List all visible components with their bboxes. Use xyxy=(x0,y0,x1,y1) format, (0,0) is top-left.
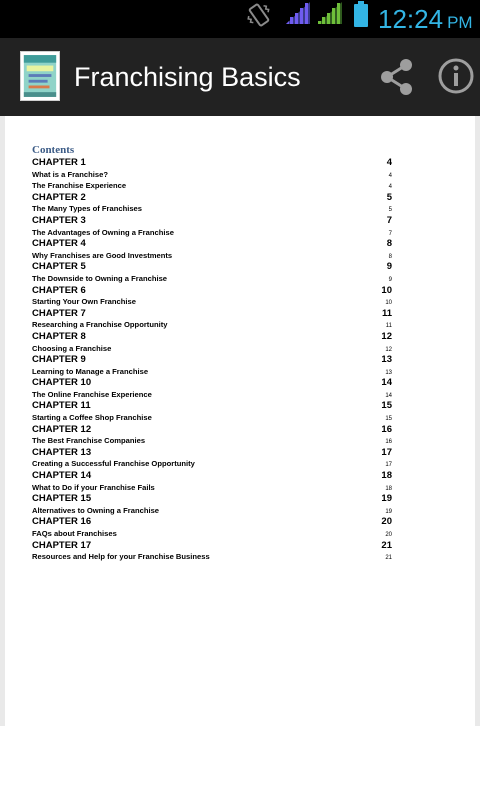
toc-entry-page-number: 14 xyxy=(385,392,392,399)
toc-section-entry[interactable] xyxy=(32,505,392,517)
toc-entry-page-number: 21 xyxy=(381,539,392,551)
toc-section-entry[interactable] xyxy=(32,203,392,215)
status-clock xyxy=(378,4,473,34)
toc-section-entry[interactable] xyxy=(32,482,392,494)
toc-chapter-entry[interactable] xyxy=(32,470,392,482)
toc-entry-label: CHAPTER 2 xyxy=(32,191,86,203)
toc-entry-label: CHAPTER 9 xyxy=(32,354,86,366)
toc-entry-label: Resources and Help for your Franchise Business xyxy=(32,552,210,562)
toc-entry-label: Creating a Successful Franchise Opportunity xyxy=(32,459,195,469)
toc-chapter-entry[interactable] xyxy=(32,516,392,528)
toc-entry-label: The Many Types of Franchises xyxy=(32,204,142,214)
toc-section-entry[interactable] xyxy=(32,412,392,424)
toc-entry-page-number: 19 xyxy=(385,508,392,515)
toc-entry-label: Researching a Franchise Opportunity xyxy=(32,320,168,330)
toc-chapter-entry[interactable] xyxy=(32,157,392,169)
toc-chapter-entry[interactable] xyxy=(32,540,392,552)
toc-entry-page-number: 16 xyxy=(385,439,392,446)
toc-entry-page-number: 18 xyxy=(381,470,392,482)
toc-chapter-entry[interactable] xyxy=(32,192,392,204)
toc-chapter-entry[interactable] xyxy=(32,400,392,412)
toc-entry-label: CHAPTER 13 xyxy=(32,446,92,458)
toc-entry-page-number: 7 xyxy=(386,214,392,226)
toc-chapter-entry[interactable] xyxy=(32,331,392,343)
toc-entry-page-number: 10 xyxy=(381,284,392,296)
toc-section-entry[interactable] xyxy=(32,551,392,563)
toc-entry-page-number: 4 xyxy=(388,184,392,191)
vibrate-icon xyxy=(244,0,274,30)
toc-entry-label: CHAPTER 1 xyxy=(32,157,86,168)
toc-chapter-entry[interactable] xyxy=(32,493,392,505)
toc-entry-label: CHAPTER 5 xyxy=(32,261,86,273)
table-of-contents xyxy=(32,157,392,563)
toc-entry-label: Why Franchises are Good Investments xyxy=(32,250,173,260)
toc-section-entry[interactable] xyxy=(32,366,392,378)
toc-entry-label: CHAPTER 4 xyxy=(32,238,86,250)
toc-entry-label: CHAPTER 3 xyxy=(32,214,86,226)
toc-entry-label: Choosing a Franchise xyxy=(32,343,112,353)
toc-entry-page-number: 11 xyxy=(385,323,392,330)
toc-entry-label: CHAPTER 7 xyxy=(32,307,86,319)
toc-entry-label: What to Do if your Franchise Fails xyxy=(32,482,155,492)
toc-entry-label: CHAPTER 8 xyxy=(32,330,86,342)
toc-section-entry[interactable] xyxy=(32,319,392,331)
toc-chapter-entry[interactable] xyxy=(32,377,392,389)
toc-entry-label: CHAPTER 6 xyxy=(32,284,86,296)
toc-entry-page-number: 7 xyxy=(388,230,392,237)
action-bar xyxy=(0,38,480,116)
toc-entry-page-number: 15 xyxy=(381,400,392,412)
toc-section-entry[interactable] xyxy=(32,227,392,239)
toc-entry-page-number: 14 xyxy=(381,377,392,389)
app-title: Franchising Basics xyxy=(74,62,301,92)
toc-entry-label: The Online Franchise Experience xyxy=(32,389,152,399)
document-viewer[interactable] xyxy=(0,116,480,726)
toc-entry-label: CHAPTER 17 xyxy=(32,539,92,551)
toc-entry-page-number: 4 xyxy=(388,172,392,179)
toc-entry-page-number: 21 xyxy=(385,555,392,562)
battery-icon xyxy=(352,0,370,28)
toc-section-entry[interactable] xyxy=(32,250,392,262)
toc-entry-label: The Franchise Experience xyxy=(32,181,127,191)
toc-section-entry[interactable] xyxy=(32,296,392,308)
toc-section-entry[interactable] xyxy=(32,435,392,447)
toc-entry-page-number: 17 xyxy=(385,462,392,469)
toc-entry-page-number: 9 xyxy=(386,261,392,273)
signal-strength-icon xyxy=(284,0,312,26)
toc-entry-page-number: 12 xyxy=(381,330,392,342)
toc-entry-label: CHAPTER 12 xyxy=(32,423,92,435)
toc-entry-page-number: 20 xyxy=(385,532,392,538)
toc-entry-page-number: 8 xyxy=(386,238,392,250)
toc-entry-label: The Downside to Owning a Franchise xyxy=(32,273,168,283)
toc-entry-page-number: 16 xyxy=(381,423,392,435)
toc-entry-page-number: 17 xyxy=(381,446,392,458)
toc-section-entry[interactable] xyxy=(32,458,392,470)
toc-section-entry[interactable] xyxy=(32,180,392,192)
toc-entry-page-number: 19 xyxy=(381,493,392,505)
toc-chapter-entry[interactable] xyxy=(32,285,392,297)
toc-chapter-entry[interactable] xyxy=(32,424,392,436)
toc-entry-page-number: 18 xyxy=(385,485,392,492)
toc-entry-page-number: 20 xyxy=(381,516,392,528)
share-icon[interactable] xyxy=(376,56,418,98)
clock-ampm: PM xyxy=(447,13,473,32)
toc-title: Contents xyxy=(32,144,75,156)
toc-entry-label: The Advantages of Owning a Franchise xyxy=(32,227,174,237)
toc-entry-page-number: 13 xyxy=(385,369,392,376)
toc-entry-label: Alternatives to Owning a Franchise xyxy=(32,505,160,515)
status-bar xyxy=(0,0,480,38)
toc-chapter-entry[interactable] xyxy=(32,215,392,227)
toc-entry-label: CHAPTER 11 xyxy=(32,400,91,412)
toc-entry-label: CHAPTER 10 xyxy=(32,377,92,389)
toc-entry-page-number: 5 xyxy=(388,207,392,214)
toc-entry-label: Learning to Manage a Franchise xyxy=(32,366,149,376)
toc-chapter-entry[interactable] xyxy=(32,308,392,320)
toc-entry-page-number: 15 xyxy=(385,416,392,423)
toc-entry-label: Starting Your Own Franchise xyxy=(32,297,136,307)
document-page xyxy=(5,116,475,726)
toc-entry-page-number: 10 xyxy=(385,300,392,307)
signal-strength-icon xyxy=(316,0,344,26)
toc-entry-page-number: 4 xyxy=(386,157,392,168)
toc-entry-label: Starting a Coffee Shop Franchise xyxy=(32,413,152,423)
toc-entry-label: CHAPTER 14 xyxy=(32,470,92,482)
toc-entry-label: FAQs about Franchises xyxy=(32,529,117,538)
toc-entry-label: CHAPTER 16 xyxy=(32,516,92,528)
toc-entry-label: CHAPTER 15 xyxy=(32,493,92,505)
toc-entry-page-number: 11 xyxy=(381,307,392,319)
toc-entry-page-number: 8 xyxy=(388,253,392,260)
toc-entry-label: The Best Franchise Companies xyxy=(32,436,146,446)
toc-section-entry[interactable] xyxy=(32,169,392,181)
toc-chapter-entry[interactable] xyxy=(32,447,392,459)
toc-section-entry[interactable] xyxy=(32,273,392,285)
toc-entry-page-number: 12 xyxy=(385,346,392,353)
toc-section-entry[interactable] xyxy=(32,389,392,401)
toc-entry-page-number: 9 xyxy=(388,276,392,283)
clock-time: 12:24 xyxy=(378,4,444,34)
toc-chapter-entry[interactable] xyxy=(32,354,392,366)
info-icon[interactable] xyxy=(436,56,476,96)
toc-chapter-entry[interactable] xyxy=(32,261,392,273)
blank-area xyxy=(0,726,480,800)
toc-section-entry[interactable] xyxy=(32,528,392,540)
toc-entry-label: What is a Franchise? xyxy=(32,169,108,179)
app-book-cover-icon[interactable] xyxy=(20,51,60,101)
toc-entry-page-number: 5 xyxy=(386,191,392,203)
toc-section-entry[interactable] xyxy=(32,343,392,355)
toc-entry-page-number: 13 xyxy=(381,354,392,366)
toc-chapter-entry[interactable] xyxy=(32,238,392,250)
